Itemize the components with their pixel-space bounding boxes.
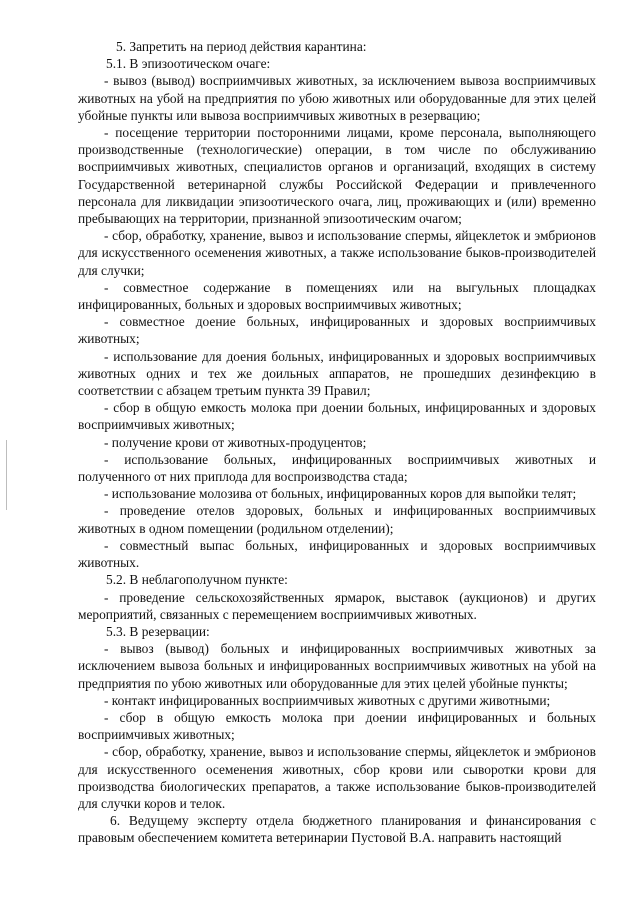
paragraph-item: - использование молозива от больных, инфицированных коров для выпойки телят; (104, 486, 577, 502)
paragraph-item: - совместное содержание в помещениях или на выгульных площадках инфицированных, больных и здоровых восприимчивых животных; (78, 279, 596, 313)
paragraph-item: - сбор, обработку, хранение, вывоз и использование спермы, яйцеклеток и эмбрионов для искусственного осеменения животных, а также использование быков-производителей для случки; (78, 228, 596, 278)
paragraph-item: - сбор в общую емкость молока при доении инфицированных и больных восприимчивых животных; (78, 709, 596, 743)
subsection-5-3-heading: 5.3. В резервации: (106, 623, 210, 639)
section-6-paragraph: 6. Ведущему эксперту отдела бюджетного планирования и финансирования с правовым обеспечением комитета ветеринарии Пустовой В.А. направить настоящий (78, 813, 596, 846)
document-body (78, 38, 596, 847)
subsection-5-2-heading: 5.2. В неблагополучном пункте: (106, 572, 288, 588)
paragraph-item: - совместное доение больных, инфицированных и здоровых восприимчивых животных; (78, 314, 596, 347)
paragraph-item: - проведение отелов здоровых, больных и инфицированных восприимчивых животных в одном помещении (родильном отделении); (78, 503, 596, 536)
paragraph-item: - сбор в общую емкость молока при доении больных, инфицированных и здоровых восприимчивых животных; (78, 400, 596, 433)
paragraph-item: - использование для доения больных, инфицированных и здоровых восприимчивых животных одних и тех же доильных аппаратов, не прошедших дезинфекцию в соответствии с абзацем третьим пункта 39 Правил; (78, 348, 596, 399)
paragraph-item: - посещение территории посторонними лицами, кроме персонала, выполняющего производственные (технологические) операции, в том числе по обслуживанию восприимчивых животных, специалистов органов и организаций, входящих в систему Государственной ветеринарной службы Российской Федерации и привлеченного персонала для ликвидации эпизоотического очага, лиц, проживающих и (или) временно пребывающих на территории, признанной эпизоотическим очагом; (78, 125, 596, 227)
paragraph-item: - проведение сельскохозяйственных ярмарок, выставок (аукционов) и других мероприятий, связанных с перемещением восприимчивых животных. (78, 589, 596, 622)
paragraph-item: - сбор, обработку, хранение, вывоз и использование спермы, яйцеклеток и эмбрионов для искусственного осеменения животных, сбор крови или сыворотки крови для производства биологических препаратов, а также использование быков-производителей для случки коров и телок. (78, 744, 596, 811)
paragraph-item: - вывоз (вывод) восприимчивых животных, за исключением вывоза восприимчивых животных на убой на предприятия по убою животных или оборудованные для этих целей убойные пункты или вывоза восприимчивых животных в резервацию; (78, 73, 596, 123)
subsection-5-1-heading: 5.1. В эпизоотическом очаге: (106, 56, 271, 72)
paragraph-item: - использование больных, инфицированных восприимчивых животных и полученного от них приплода для воспроизводства стада; (78, 451, 596, 485)
paragraph-item: - совместный выпас больных, инфицированных и здоровых восприимчивых животных. (78, 537, 596, 571)
section-5-heading: 5. Запретить на период действия карантина: (116, 39, 367, 54)
paragraph-item: - получение крови от животных-продуцентов; (104, 434, 367, 450)
scan-margin-mark (6, 440, 7, 510)
paragraph-item: - контакт инфицированных восприимчивых животных с другими животными; (104, 692, 551, 708)
paragraph-item: - вывоз (вывод) больных и инфицированных восприимчивых животных за исключением вывоза больных и инфицированных восприимчивых животных на убой на предприятия по убою животных или оборудованные для этих целей убойные пункты; (78, 641, 596, 691)
